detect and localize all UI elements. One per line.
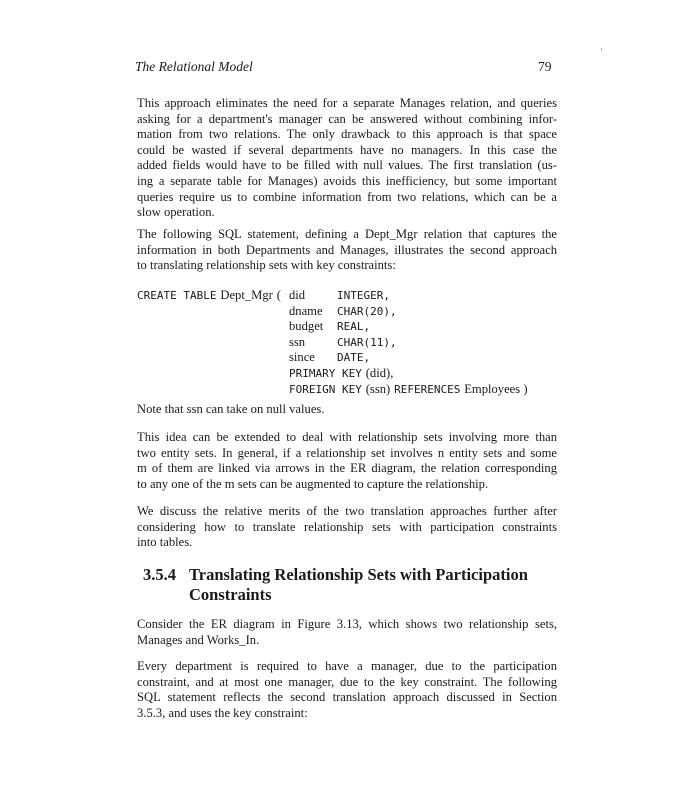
scan-mark: [601, 48, 602, 51]
code-keyword: FOREIGN KEY: [289, 382, 362, 396]
code-referenced-table: Employees ): [464, 381, 528, 396]
sql-code-block: [137, 288, 528, 397]
text-line: to any one of the m sets can be augmented to capture the relationship.: [137, 476, 489, 491]
code-line: [137, 334, 397, 351]
page-number: 79: [538, 59, 552, 74]
text-line: We discuss the relative merits of the two translation approaches further after: [137, 504, 557, 518]
text-line: Consider the ER diagram in Figure 3.13, which shows two relationship sets,: [137, 617, 557, 631]
section-title-line-1: Translating Relationship Sets with Participation: [189, 565, 528, 584]
text-line: Every department is required to have a manager, due to the participation: [137, 659, 557, 673]
text-line: m of them are linked via arrows in the ER diagram, the relation corresponding: [137, 461, 557, 476]
code-keyword: PRIMARY KEY: [289, 366, 362, 380]
text-line: information in both Departments and Manages, illustrates the second approach: [137, 242, 557, 257]
code-line: [137, 350, 371, 366]
code-line: [137, 288, 390, 304]
paragraph-3: [137, 402, 557, 418]
code-line: [137, 381, 528, 398]
text-line: asking for a department's manager can be answered without combining infor-: [137, 111, 557, 126]
paragraph-2: [137, 227, 557, 274]
section-title-line-2: Constraints: [189, 585, 272, 604]
text-line: to translating relationship sets with key constraints:: [137, 258, 396, 273]
paragraph-6: [137, 617, 557, 648]
paragraph-5: [137, 504, 557, 551]
code-field-name: ssn: [289, 334, 306, 349]
code-field-name: dname: [289, 303, 323, 318]
section-heading: [143, 565, 528, 605]
text-line: ing a separate table for Manages) avoids this inefficiency, but some important: [137, 173, 557, 188]
text-line: two entity sets. In general, if a relationship set involves n entity sets and some: [137, 445, 557, 460]
paragraph-1: [137, 96, 557, 221]
code-field-name: budget: [289, 319, 324, 334]
code-field-name: since: [289, 350, 315, 365]
text-line: queries require us to combine information from two relations, which can be a: [137, 189, 557, 204]
paragraph-7: [137, 659, 557, 721]
code-columns: (did),: [365, 365, 394, 380]
section-number: 3.5.4: [143, 565, 176, 584]
text-line: could be wasted if several departments have no managers. In this case the: [137, 142, 557, 157]
text-line: slow operation.: [137, 205, 215, 220]
text-line: added fields would have to be filled with null values. The first translation (us-: [137, 158, 557, 173]
text-line: 3.5.3, and uses the key constraint:: [137, 705, 308, 720]
code-field-type: CHAR(11),: [337, 335, 397, 349]
code-paren: (: [276, 288, 281, 302]
text-line: SQL statement reflects the second translation approach discussed in Section: [137, 690, 557, 705]
code-field-type: DATE,: [337, 351, 371, 365]
text-line: Manages and Works_In.: [137, 632, 260, 647]
code-field-type: INTEGER,: [337, 289, 390, 302]
text-line: into tables.: [137, 535, 193, 550]
text-line: The following SQL statement, defining a Dept_Mgr relation that captures the: [137, 227, 557, 241]
code-line: [137, 365, 394, 382]
text-line: constraint, and at most one manager, due to the key constraint. The following: [137, 674, 557, 689]
text-line: Note that ssn can take on null values.: [137, 402, 325, 416]
text-line: considering how to translate relationship sets with participation constraints: [137, 519, 557, 534]
text-line: This idea can be extended to deal with relationship sets involving more than: [137, 430, 557, 444]
text-line: This approach eliminates the need for a separate Manages relation, and queries: [137, 96, 557, 110]
code-field-name: did: [289, 288, 306, 302]
code-field-type: CHAR(20),: [337, 304, 397, 318]
paragraph-4: [137, 430, 557, 492]
code-keyword: CREATE TABLE: [137, 289, 217, 302]
running-title: The Relational Model: [135, 59, 253, 74]
code-line: [137, 303, 397, 320]
code-columns: (ssn): [365, 381, 391, 396]
code-table-name: Dept_Mgr: [220, 288, 273, 302]
code-line: [137, 319, 371, 335]
code-field-type: REAL,: [337, 320, 371, 334]
text-line: mation from two relations. The only drawback to this approach is that space: [137, 127, 557, 142]
code-keyword: REFERENCES: [394, 382, 461, 396]
